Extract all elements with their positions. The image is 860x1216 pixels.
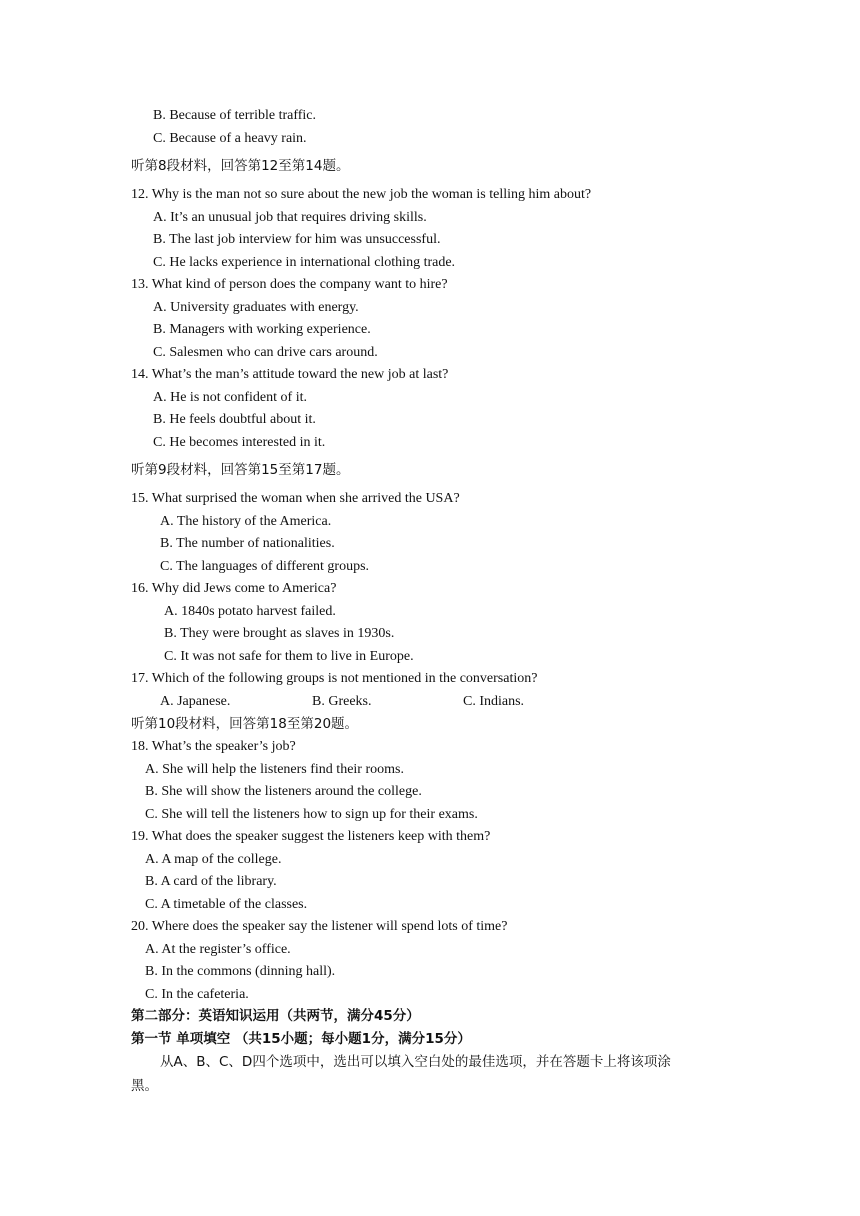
question-16: 16. Why did Jews come to America? bbox=[131, 581, 337, 596]
q11-option-c: C. Because of a heavy rain. bbox=[153, 131, 307, 146]
question-20: 20. Where does the speaker say the listener will spend lots of time? bbox=[131, 919, 508, 934]
q14-option-a: A. He is not confident of it. bbox=[153, 390, 307, 405]
question-15: 15. What surprised the woman when she arrived the USA? bbox=[131, 491, 460, 506]
question-19: 19. What does the speaker suggest the listeners keep with them? bbox=[131, 829, 491, 844]
q15-option-a: A. The history of the America. bbox=[160, 514, 332, 529]
instructions-paragraph: 从A、B、C、D四个选项中，选出可以填入空白处的最佳选项，并在答题卡上将该项涂 bbox=[160, 1054, 671, 1070]
q20-option-c: C. In the cafeteria. bbox=[145, 987, 249, 1002]
section-instruction-8: 听第8段材料，回答第12至第14题。 bbox=[131, 158, 350, 174]
q19-option-c: C. A timetable of the classes. bbox=[145, 897, 308, 912]
q12-option-c: C. He lacks experience in international clothing trade. bbox=[153, 255, 456, 270]
question-13: 13. What kind of person does the company want to hire? bbox=[131, 277, 448, 292]
q15-option-b: B. The number of nationalities. bbox=[160, 536, 335, 551]
q15-option-c: C. The languages of different groups. bbox=[160, 559, 370, 574]
question-18: 18. What’s the speaker’s job? bbox=[131, 739, 296, 754]
q13-option-b: B. Managers with working experience. bbox=[153, 322, 371, 337]
q16-option-a: A. 1840s potato harvest failed. bbox=[164, 604, 336, 619]
q11-option-b: B. Because of terrible traffic. bbox=[153, 108, 317, 123]
q17-option-c: C. Indians. bbox=[463, 694, 525, 709]
q13-option-a: A. University graduates with energy. bbox=[153, 300, 359, 315]
q14-option-b: B. He feels doubtful about it. bbox=[153, 412, 316, 427]
q18-option-b: B. She will show the listeners around the college. bbox=[145, 784, 422, 799]
q16-option-c: C. It was not safe for them to live in Europe. bbox=[164, 649, 414, 664]
q18-option-c: C. She will tell the listeners how to sign up for their exams. bbox=[145, 807, 478, 822]
instructions-paragraph-end: 黑。 bbox=[131, 1078, 158, 1094]
q12-option-b: B. The last job interview for him was unsuccessful. bbox=[153, 232, 441, 247]
q20-option-b: B. In the commons (dinning hall). bbox=[145, 964, 336, 979]
q12-option-a: A. It’s an unusual job that requires driving skills. bbox=[153, 210, 427, 225]
q13-option-c: C. Salesmen who can drive cars around. bbox=[153, 345, 378, 360]
part-two-heading: 第二部分：英语知识运用（共两节，满分45分） bbox=[131, 1008, 420, 1024]
question-12: 12. Why is the man not so sure about the new job the woman is telling him about? bbox=[131, 187, 592, 202]
q14-option-c: C. He becomes interested in it. bbox=[153, 435, 326, 450]
q19-option-a: A. A map of the college. bbox=[145, 852, 282, 867]
question-17: 17. Which of the following groups is not mentioned in the conversation? bbox=[131, 671, 538, 686]
q16-option-b: B. They were brought as slaves in 1930s. bbox=[164, 626, 395, 641]
section-instruction-10: 听第10段材料，回答第18至第20题。 bbox=[131, 716, 359, 732]
q19-option-b: B. A card of the library. bbox=[145, 874, 277, 889]
section-one-heading: 第一节 单项填空 （共15小题；每小题1分，满分15分） bbox=[131, 1031, 471, 1047]
q17-option-a: A. Japanese. bbox=[160, 694, 231, 709]
q20-option-a: A. At the register’s office. bbox=[145, 942, 291, 957]
section-instruction-9: 听第9段材料，回答第15至第17题。 bbox=[131, 462, 350, 478]
q18-option-a: A. She will help the listeners find their rooms. bbox=[145, 762, 404, 777]
q17-option-b: B. Greeks. bbox=[312, 694, 372, 709]
question-14: 14. What’s the man’s attitude toward the new job at last? bbox=[131, 367, 449, 382]
